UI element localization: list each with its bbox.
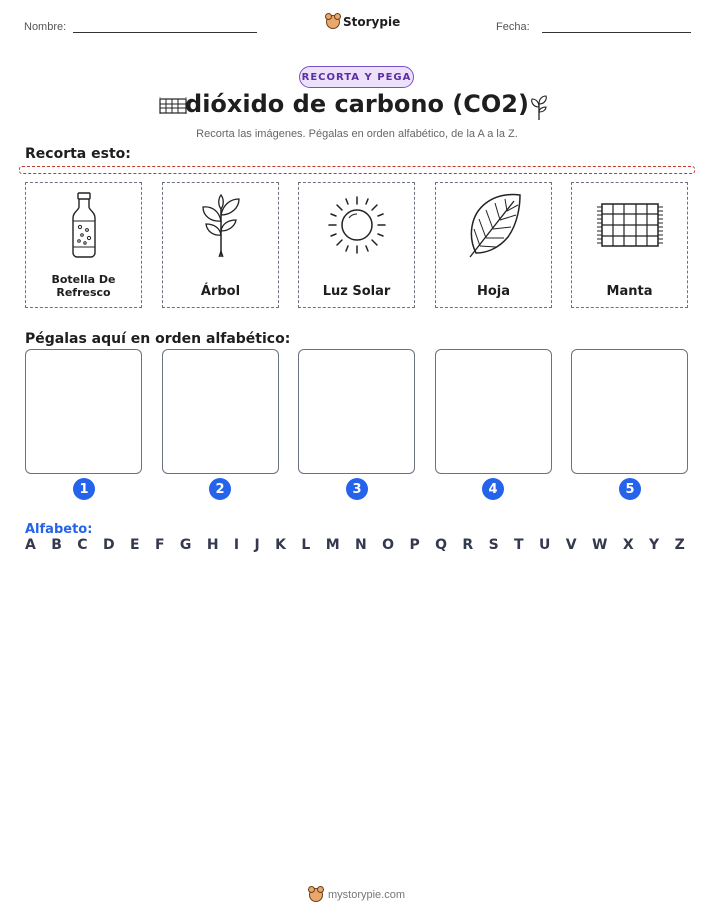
alphabet-letter: R [462,537,474,553]
cut-card-leaf[interactable] [435,182,552,308]
tree-sapling-icon [197,191,245,259]
alphabet-letter: L [301,537,311,553]
alphabet-letter: S [488,537,499,553]
cut-heading: Recorta esto: [25,146,131,162]
alphabet-letter: C [77,537,88,553]
cut-card-tree[interactable] [162,182,279,308]
number-badge-3: 3 [346,478,368,500]
paste-box-4[interactable] [435,349,552,474]
alphabet-letter: D [102,537,115,553]
footer-url[interactable]: mystorypie.com [327,889,406,901]
soda-bottle-icon [64,191,104,259]
number-badge-1: 1 [73,478,95,500]
alphabet-letter: I [233,537,240,553]
alphabet-letter: N [355,537,367,553]
cut-card-label: Árbol [200,284,241,299]
paste-box-3[interactable] [298,349,415,474]
number-badge-5: 5 [619,478,641,500]
number-badge-4: 4 [482,478,504,500]
alphabet-letter: P [409,537,420,553]
date-label: Fecha: [496,21,530,33]
sun-icon [325,193,389,257]
alphabet-letter: Q [435,537,447,553]
sapling-icon [528,93,550,121]
alphabet-letter: X [622,537,634,553]
paste-box-1[interactable] [25,349,142,474]
cut-card-label: Hoja [476,284,511,299]
alphabet-letter: H [206,537,219,553]
leaf-icon [464,191,524,259]
alphabet-letter: Z [674,537,685,553]
alphabet-letter: G [179,537,192,553]
number-badge-2: 2 [209,478,231,500]
paste-heading: Pégalas aquí en orden alfabético: [25,331,291,347]
alphabet-letter: V [565,537,577,553]
bear-mascot-icon [326,15,340,29]
bear-mascot-icon [309,888,323,902]
brand-logo [326,15,400,29]
paste-box-5[interactable] [571,349,688,474]
page-title: dióxido de carbono (CO2) [185,90,529,118]
cut-line [19,166,695,174]
alphabet-letter: E [129,537,140,553]
alphabet-letter: F [154,537,165,553]
footer [0,888,714,902]
cut-card-blanket[interactable] [571,182,688,308]
alphabet-letter: J [254,537,260,553]
alphabet-letter: U [539,537,551,553]
alphabet-letter: T [514,537,524,553]
alphabet-letter: Y [649,537,660,553]
name-label: Nombre: [24,21,67,33]
instructions: Recorta las imágenes. Pégalas en orden alfabético, de la A a la Z. [196,128,518,140]
cut-card-label: Manta [606,284,653,299]
name-field[interactable] [73,32,257,33]
cut-card-label: Botella De Refresco [51,273,116,299]
cut-card-label: Luz Solar [322,284,391,299]
date-field[interactable] [542,32,691,33]
alphabet-letter: M [325,537,340,553]
blanket-icon [595,199,665,251]
cut-card-sun[interactable] [298,182,415,308]
alphabet-letter: O [382,537,395,553]
brand-name: Storypie [343,15,401,29]
alphabet-letter: B [51,537,62,553]
alphabet-letter: A [25,537,36,553]
alphabet-heading: Alfabeto: [25,522,93,537]
alphabet-letter: W [592,537,608,553]
alphabet-row [25,537,685,553]
cut-card-soda-bottle[interactable] [25,182,142,308]
alphabet-letter: K [275,537,286,553]
paste-box-2[interactable] [162,349,279,474]
activity-badge: RECORTA Y PEGA [299,66,414,88]
